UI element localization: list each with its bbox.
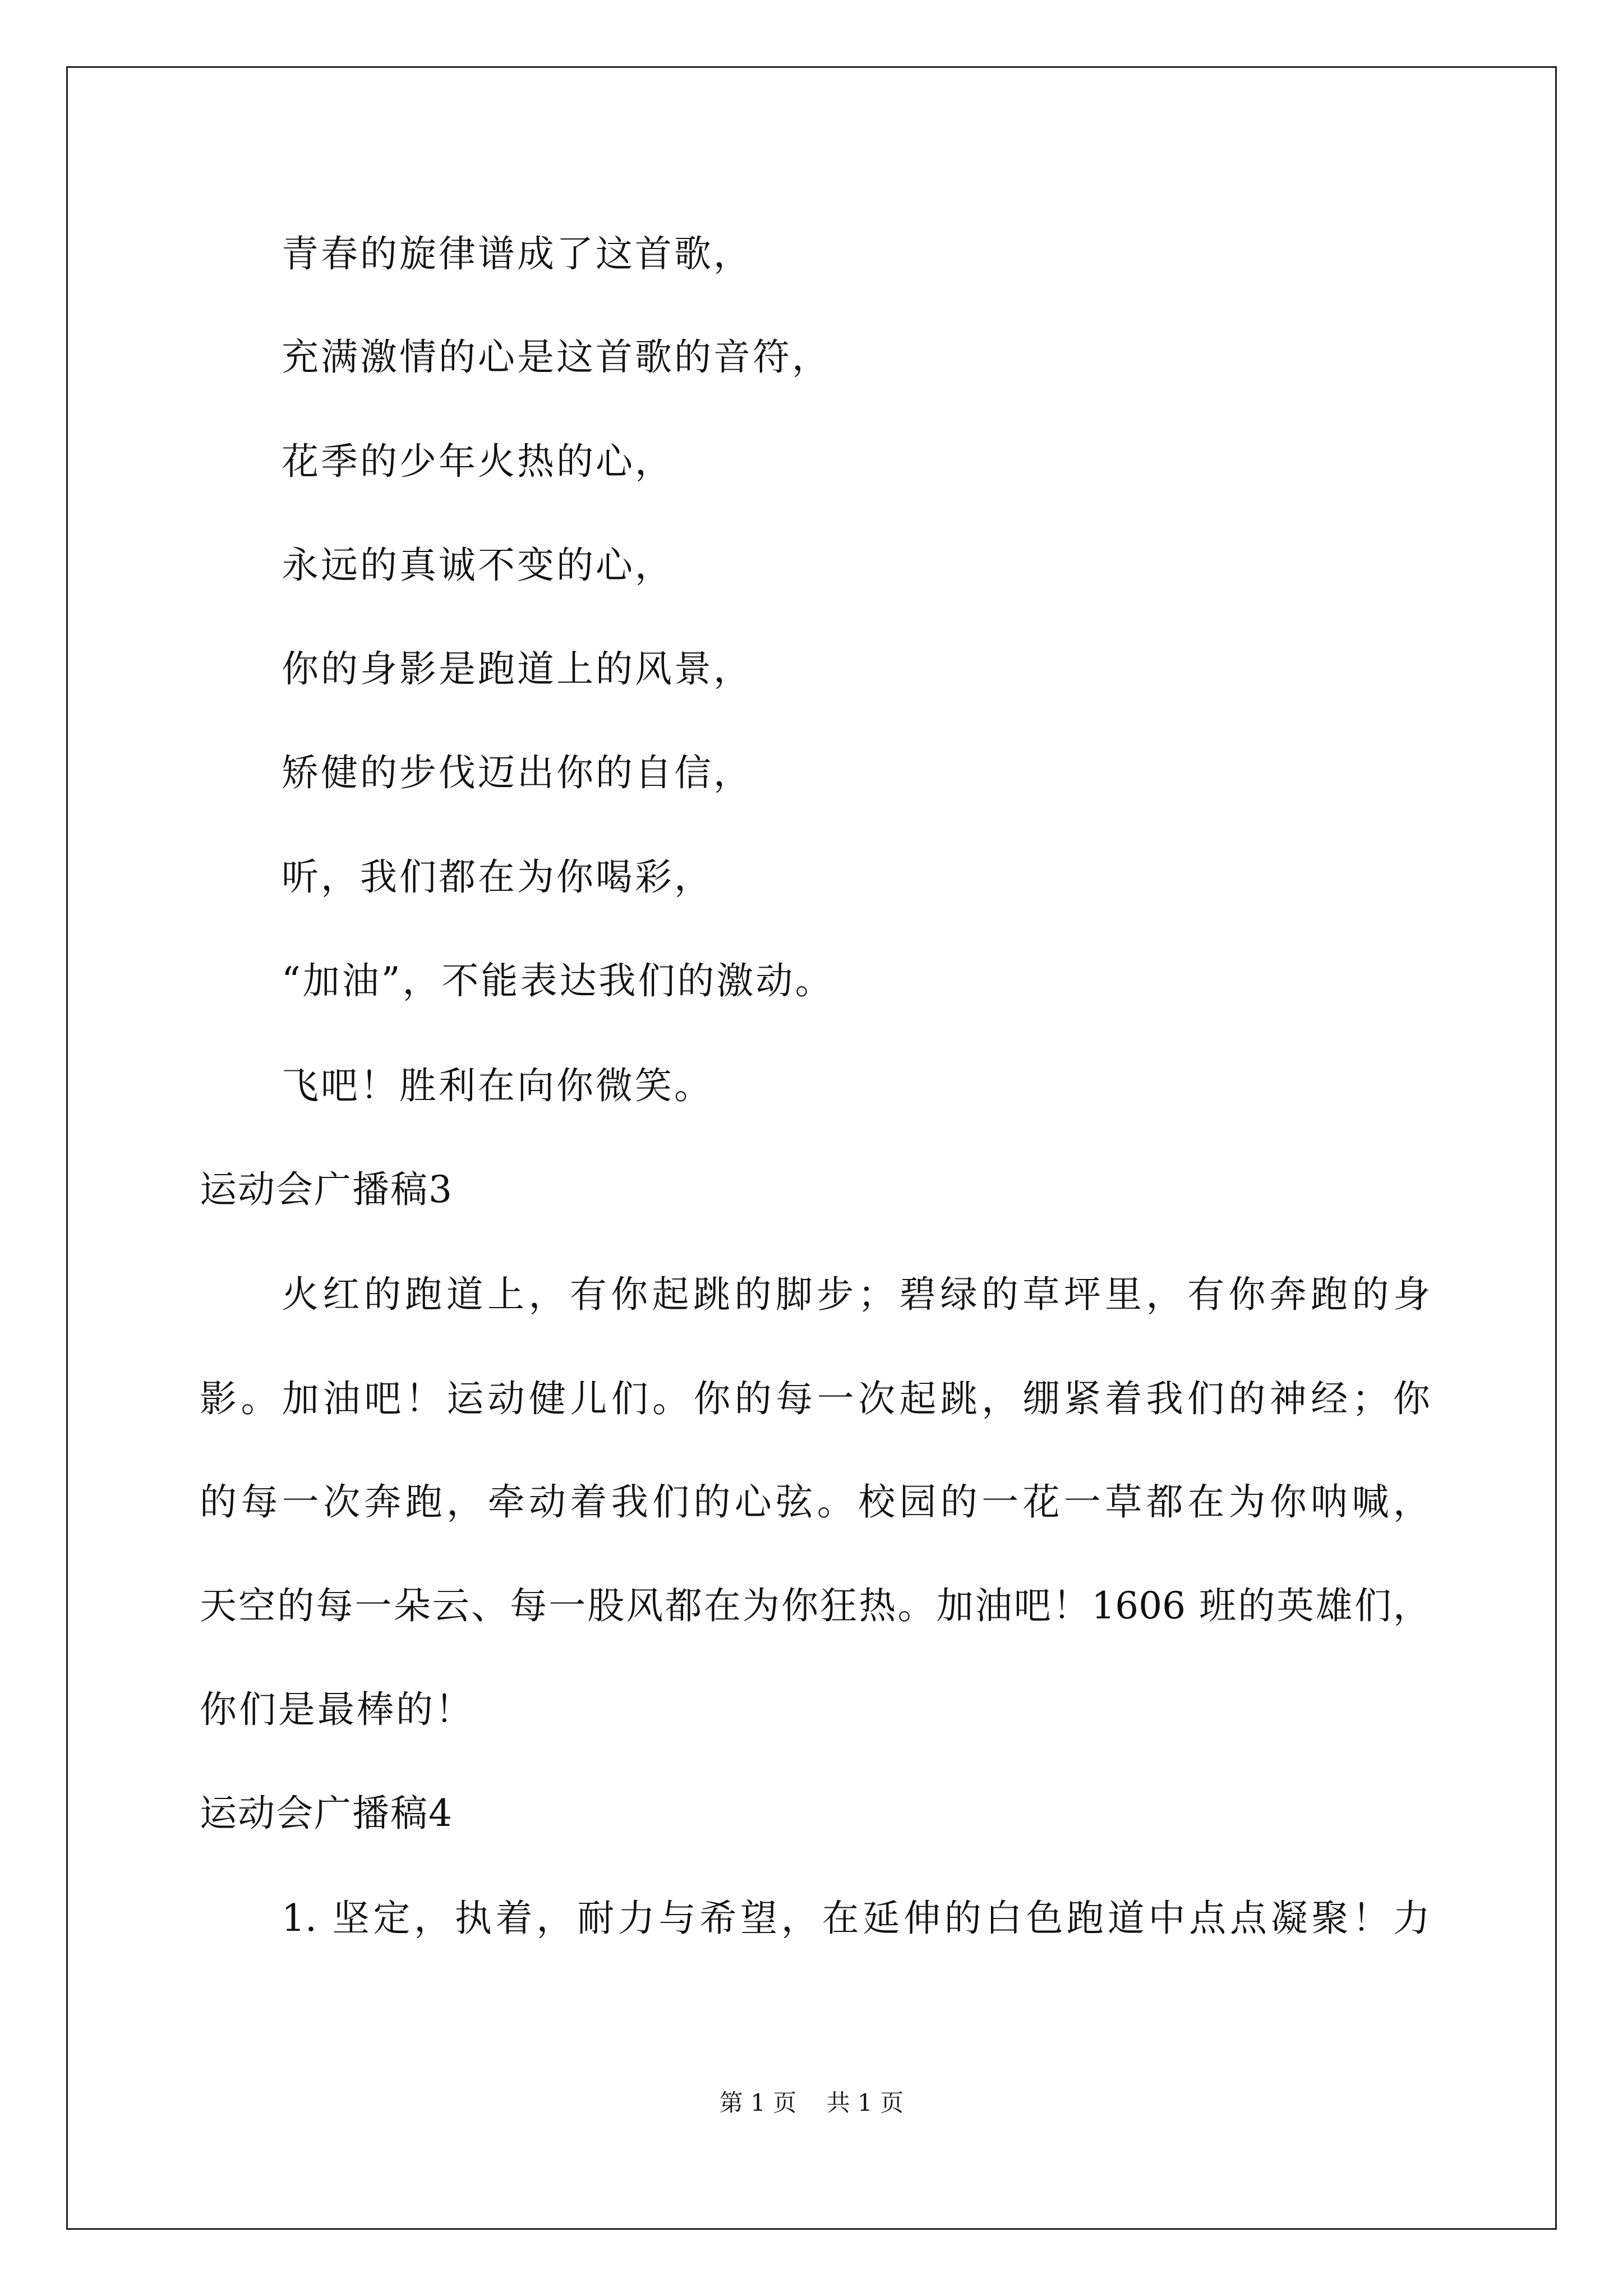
poem-line: 充满激情的心是这首歌的音符， <box>282 335 831 379</box>
poem-line: 听，我们都在为你喝彩， <box>282 855 713 899</box>
paragraph-line: 火红的跑道上，有你起跳的脚步；碧绿的草坪里，有你奔跑的身 <box>282 1273 1430 1316</box>
section-heading: 运动会广播稿4 <box>200 1792 453 1835</box>
poem-line: 青春的旋律谱成了这首歌， <box>282 232 753 275</box>
paragraph-line: 天空的每一朵云、每一股风都在为你狂热。加油吧！1606 班的英雄们， <box>200 1584 1430 1627</box>
poem-line: 花季的少年火热的心， <box>282 440 674 483</box>
paragraph-line: 影。加油吧！运动健儿们。你的每一次起跳，绷紧着我们的神经；你 <box>200 1377 1430 1420</box>
poem-line: 永远的真诚不变的心， <box>282 544 674 587</box>
paragraph-line: 你们是最棒的！ <box>200 1688 474 1731</box>
poem-line: 飞吧！胜利在向你微笑。 <box>282 1064 713 1107</box>
poem-line: “加油”，不能表达我们的激动。 <box>282 959 834 1002</box>
paragraph-line: 的每一次奔跑，牵动着我们的心弦。校园的一花一草都在为你呐喊， <box>200 1480 1430 1524</box>
section-heading: 运动会广播稿3 <box>200 1168 453 1211</box>
paragraph-line: 1. 坚定，执着，耐力与希望，在延伸的白色跑道中点点凝聚！力 <box>282 1897 1430 1940</box>
page-footer: 第 1 页 共 1 页 <box>719 2089 904 2116</box>
poem-line: 矫健的步伐迈出你的自信， <box>282 751 753 794</box>
poem-line: 你的身影是跑道上的风景， <box>282 647 753 691</box>
